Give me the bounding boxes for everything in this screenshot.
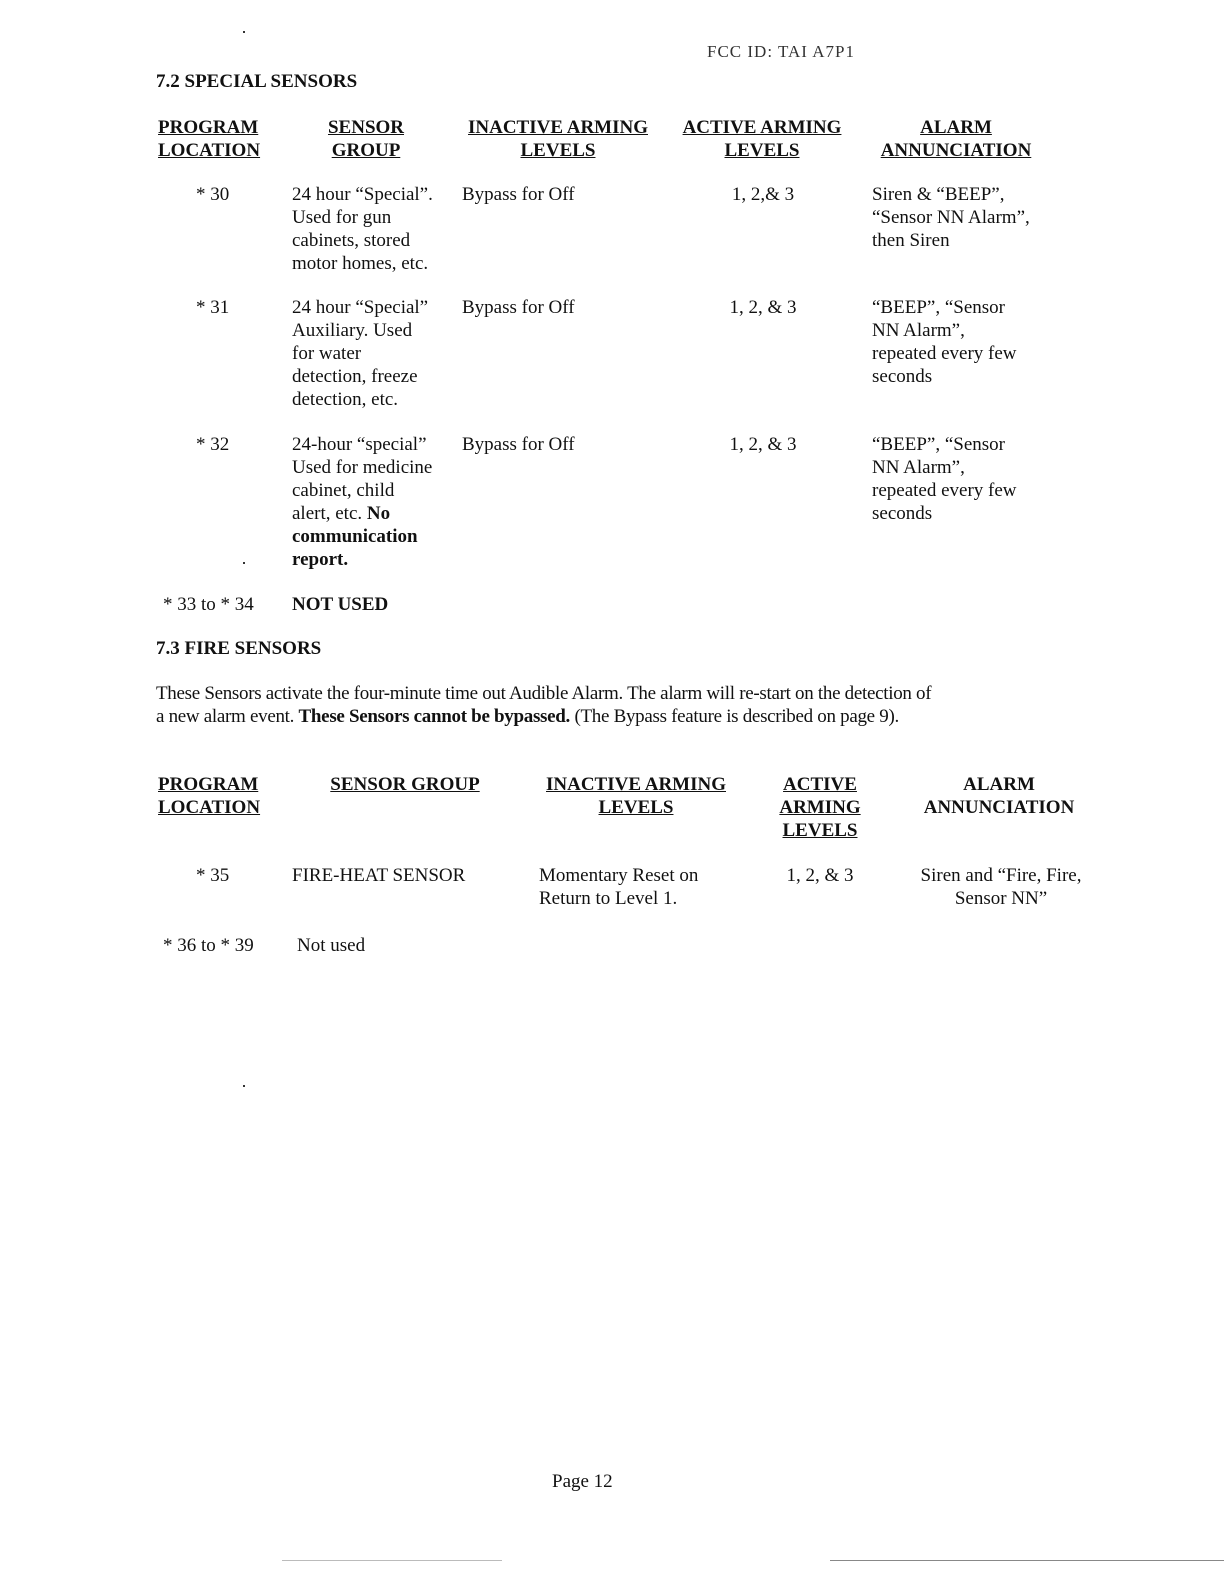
scan-speck [243, 562, 245, 564]
row-active-levels: 1, 2, & 3 [729, 297, 797, 318]
row-alarm-annunciation: “BEEP”, “Sensor NN Alarm”, repeated every few seconds [872, 297, 1017, 387]
row-inactive-levels: Bypass for Off [462, 297, 575, 318]
header-sensor-group: SENSOR GROUP [327, 117, 405, 161]
paragraph-bold-text: These Sensors cannot be bypassed. [298, 706, 571, 727]
unused-label: Not used [297, 935, 366, 956]
scan-speck [243, 1085, 245, 1087]
scan-artifact-line [830, 1560, 1224, 1561]
paragraph-tail-text: (The Bypass feature is described on page 9). [570, 706, 899, 727]
row-sensor-group: FIRE-HEAT SENSOR [292, 865, 466, 886]
row-sensor-group: 24 hour “Special” Auxiliary. Used for water detection, freeze detection, etc. [292, 297, 429, 410]
row-inactive-levels: Momentary Reset on Return to Level 1. [539, 865, 699, 909]
row-location: * 31 [196, 297, 230, 318]
page-number: Page 12 [552, 1471, 613, 1492]
header-sensor-group: SENSOR GROUP [330, 774, 480, 795]
row-location: * 30 [196, 184, 230, 205]
row-active-levels: 1, 2,& 3 [731, 184, 795, 205]
row-inactive-levels: Bypass for Off [462, 434, 575, 455]
row-inactive-levels: Bypass for Off [462, 184, 575, 205]
section-73-title: 7.3 FIRE SENSORS [156, 638, 322, 659]
header-program-location: PROGRAM LOCATION [158, 117, 261, 161]
row-alarm-annunciation: “BEEP”, “Sensor NN Alarm”, repeated every few seconds [872, 434, 1017, 524]
row-alarm-annunciation: Siren & “BEEP”, “Sensor NN Alarm”, then Siren [872, 184, 1030, 251]
unused-label: NOT USED [292, 594, 389, 615]
row-active-levels: 1, 2, & 3 [729, 434, 797, 455]
header-program-location: PROGRAM LOCATION [158, 774, 261, 818]
row-location: * 32 [196, 434, 230, 455]
header-active-arming: ACTIVE ARMING LEVELS [682, 117, 842, 161]
scan-artifact-line [282, 1560, 502, 1561]
unused-location: * 33 to * 34 [163, 594, 254, 615]
unused-location: * 36 to * 39 [163, 935, 254, 956]
paragraph-text: These Sensors activate the four-minute time out Audible Alarm. The alarm will re-start on the detection of a new alarm event. [156, 683, 932, 727]
row-active-levels: 1, 2, & 3 [786, 865, 854, 886]
scan-speck [243, 31, 245, 33]
sensor-group-text: 24-hour “special” Used for medicine cabinet, child alert, etc. [292, 434, 433, 524]
header-alarm-annunciation: ALARM ANNUNCIATION [880, 117, 1032, 161]
header-inactive-arming: INACTIVE ARMING LEVELS [546, 774, 726, 818]
row-location: * 35 [196, 865, 230, 886]
section-72-title: 7.2 SPECIAL SENSORS [156, 71, 358, 92]
section-73-paragraph [156, 682, 1056, 728]
fcc-id: FCC ID: TAI A7P1 [707, 42, 855, 61]
row-sensor-group [292, 433, 462, 571]
header-inactive-arming: INACTIVE ARMING LEVELS [468, 117, 648, 161]
row-sensor-group: 24 hour “Special”. Used for gun cabinets, stored motor homes, etc. [292, 184, 433, 274]
row-alarm-annunciation: Siren and “Fire, Fire, Sensor NN” [920, 865, 1082, 909]
sensor-group-bold-text: No communication report. [292, 503, 418, 570]
header-alarm-annunciation: ALARM ANNUNCIATION [923, 774, 1075, 818]
header-active-arming: ACTIVE ARMING LEVELS [779, 774, 861, 841]
